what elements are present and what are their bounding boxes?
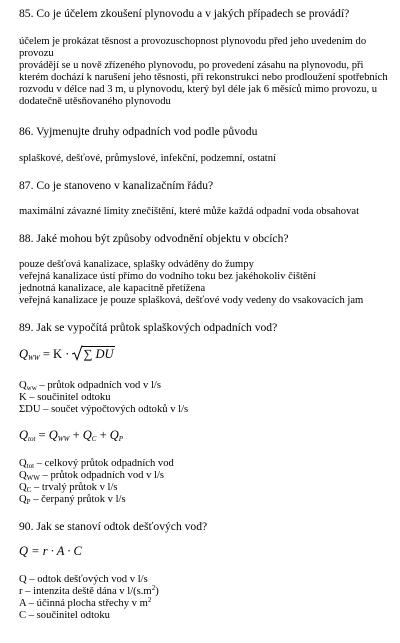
legend-wastewater-flow	[19, 380, 392, 416]
legend-item: r – intenzita deště dána v $l/(s.m^2)$	[19, 584, 159, 597]
legend-item: A – účinná plocha střechy v $m^2$	[19, 596, 152, 609]
legend-item: $Q_{tot}$ – celkový průtok odpadních vod	[19, 458, 174, 470]
answer-88-line: veřejná kanalizace je pouze splašková, dešťové vody vedeny do vsakovacích jam	[19, 295, 364, 306]
legend-total-flow	[19, 458, 392, 506]
legend-item: $Q_{WW}$ – průtok odpadních vod v l/s	[19, 470, 165, 482]
square-root: ∑ DU	[72, 346, 114, 362]
formula-storm-runoff: Q = r · A · C	[19, 544, 82, 558]
answer-85	[19, 36, 392, 108]
answer-85-line: účelem je prokázat těsnost a provozuschopnost plynovodu před jeho uvedením do	[19, 36, 367, 47]
question-89: 89. Jak se vypočítá průtok splaškových odpadních vod?	[19, 321, 278, 334]
answer-85-line: dodatečně utěsňovaného plynovodu	[19, 96, 171, 107]
question-88: 88. Jaké mohou být způsoby odvodnění objektu v obcích?	[19, 232, 289, 245]
answer-85-line: rozvodu v délce nad 3 m, u plynovodu, který byl déle jak 6 měsíců mimo provozu, u	[19, 84, 378, 95]
legend-item: Q – odtok dešťových vod v l/s	[19, 574, 148, 585]
answer-85-line: provozu	[19, 48, 54, 59]
answer-85-line: provádějí se u nově zřízeného plynovodu, po provedení zásahu na plynovodu, při	[19, 60, 364, 71]
answer-85-line: kterém dochází k narušení jeho těsnosti, při rekonstrukci nebo prodloužení spotřebních	[19, 72, 388, 83]
legend-storm-runoff	[19, 574, 392, 622]
answer-87: maximální závazné limity znečištění, které může každá odpadní voda obsahovat	[19, 206, 360, 217]
answer-88	[19, 259, 392, 307]
question-85: 85. Co je účelem zkoušení plynovodu a v jakých případech se provádí?	[19, 7, 350, 20]
answer-88-line: veřejná kanalizace ústí přímo do vodního toku bez jakéhokoliv čištění	[19, 271, 316, 282]
answer-88-line: jednotná kanalizace, ale kapacitně přetížena	[19, 283, 206, 294]
legend-item: $Q_C$ – trvalý průtok v l/s	[19, 482, 118, 494]
answer-86: splaškové, dešťové, průmyslové, infekční, podzemní, ostatní	[19, 153, 276, 164]
question-90: 90. Jak se stanoví odtok dešťových vod?	[19, 520, 208, 533]
formula-wastewater-flow: $Q_{WW} = K$ · ∑ DU	[19, 347, 114, 362]
legend-item: $Q_P$ – čerpaný průtok v l/s	[19, 494, 126, 506]
legend-item: C – součinitel odtoku	[19, 610, 110, 621]
question-86: 86. Vyjmenujte druhy odpadních vod podle původu	[19, 125, 258, 138]
legend-item: K – součinitel odtoku	[19, 392, 111, 403]
formula-total-flow: $Q_{tot} = Q_{WW} + Q_C + Q_P$	[19, 428, 124, 443]
answer-88-line: pouze dešťová kanalizace, splašky odváděny do žumpy	[19, 259, 254, 270]
question-87: 87. Co je stanoveno v kanalizačním řádu?	[19, 179, 214, 192]
legend-item: $Q_{ww}$ – průtok odpadních vod v l/s	[19, 380, 161, 392]
legend-item: ΣDU – součet výpočtových odtoků v l/s	[19, 404, 189, 415]
